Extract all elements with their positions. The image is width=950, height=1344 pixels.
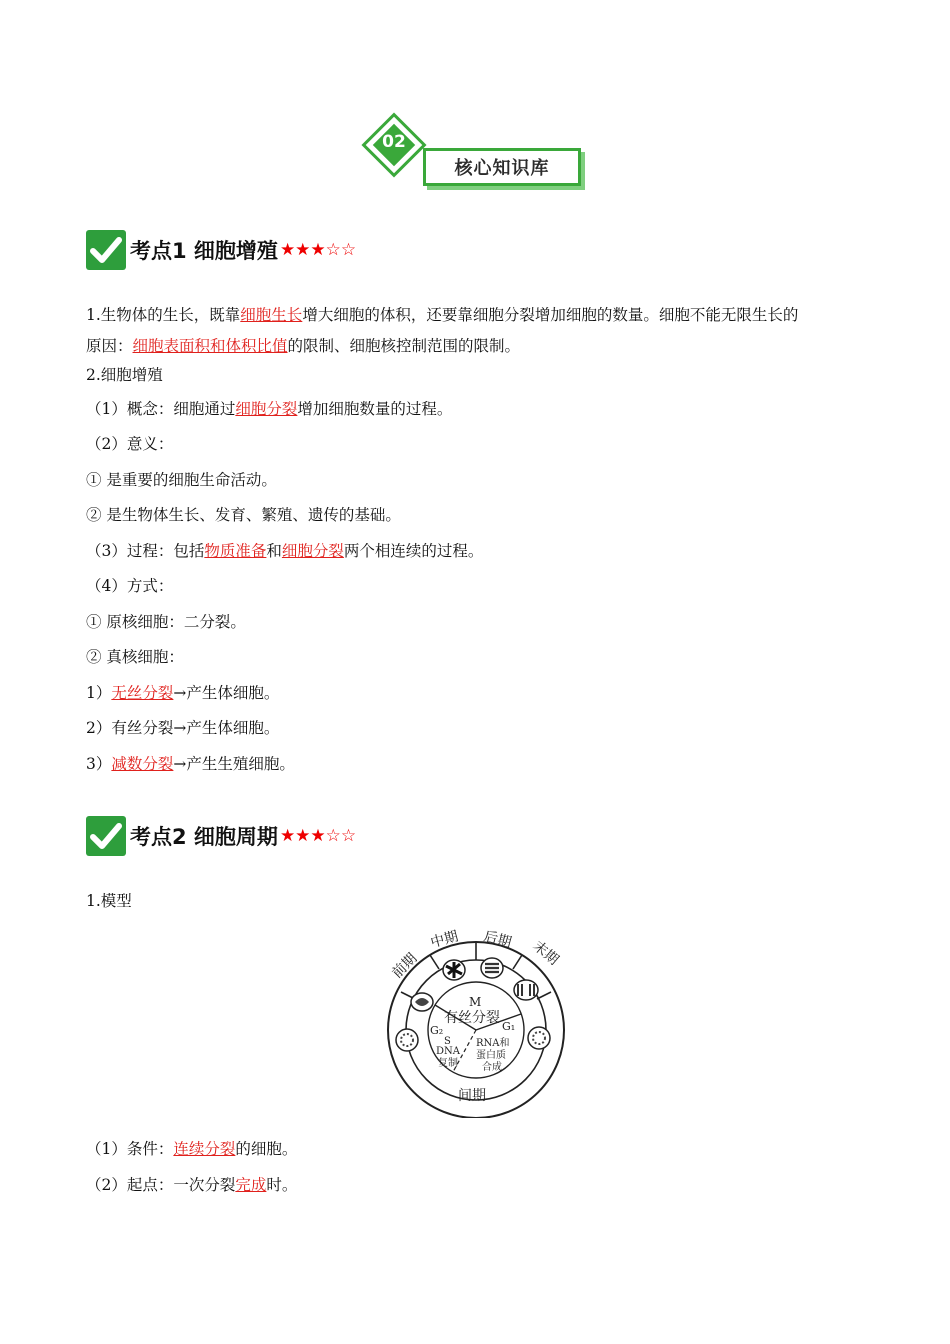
metaphase-cell-icon <box>443 960 465 980</box>
answer-blank: 细胞生长 <box>240 306 303 324</box>
paragraph-line: （3）过程：包括物质准备和细胞分裂两个相连续的过程。 <box>86 542 484 560</box>
banner-label: 核心知识库 <box>423 148 581 186</box>
banner-number: 02 <box>382 132 406 152</box>
paragraph-line: 1.模型 <box>86 892 132 910</box>
paragraph-line: ② 是生物体生长、发育、繁殖、遗传的基础。 <box>86 506 401 524</box>
interphase-label: 间期 <box>458 1088 486 1104</box>
paragraph-line: （4）方式： <box>86 577 174 595</box>
answer-blank: 细胞分裂 <box>235 400 298 418</box>
paragraph-line: 1.生物体的生长，既靠细胞生长增大细胞的体积，还要靠细胞分裂增加细胞的数量。细胞不能无限生长的 <box>86 306 799 324</box>
paragraph-line: ① 原核细胞：二分裂。 <box>86 613 246 631</box>
checkmark-icon <box>86 816 126 856</box>
anaphase-cell-icon <box>481 958 503 978</box>
paragraph-line: 2.细胞增殖 <box>86 366 163 384</box>
answer-blank: 连续分裂 <box>173 1140 236 1158</box>
paragraph-line: （2）意义： <box>86 435 174 453</box>
section-title: 考点1 细胞增殖 <box>130 239 278 263</box>
answer-blank: 细胞表面积和体积比值 <box>132 337 288 355</box>
paragraph-line: 1）无丝分裂→产生体细胞。 <box>86 684 280 702</box>
answer-blank: 无丝分裂 <box>111 684 174 702</box>
paragraph-line: ② 真核细胞： <box>86 648 184 666</box>
answer-blank: 物质准备 <box>204 542 267 560</box>
section-banner <box>365 116 589 196</box>
g1-cell-icon <box>528 1027 550 1049</box>
paragraph-line: （1）概念：细胞通过细胞分裂增加细胞数量的过程。 <box>86 400 453 418</box>
cell-cycle-diagram <box>378 922 574 1118</box>
paragraph-line: 原因：细胞表面积和体积比值的限制、细胞核控制范围的限制。 <box>86 337 521 355</box>
section-heading-2 <box>86 814 356 858</box>
g1-label: G₁ <box>502 1020 516 1033</box>
phase-label: 中期 <box>428 928 461 952</box>
section-heading-1 <box>86 228 356 272</box>
m-label: M <box>469 995 482 1009</box>
rna-label: 合成 <box>482 1062 502 1073</box>
rna-label: 蛋白质 <box>476 1050 506 1061</box>
answer-blank: 完成 <box>235 1176 267 1194</box>
paragraph-line: （1）条件：连续分裂的细胞。 <box>86 1140 298 1158</box>
paragraph-line: ① 是重要的细胞生命活动。 <box>86 471 277 489</box>
s-label: S <box>444 1036 451 1047</box>
phase-label: 前期 <box>389 950 421 982</box>
section-title: 考点2 细胞周期 <box>130 825 278 849</box>
mitosis-label: 有丝分裂 <box>444 1010 500 1026</box>
phase-label: 末期 <box>529 938 562 969</box>
phase-label: 后期 <box>481 928 514 952</box>
answer-blank: 细胞分裂 <box>281 542 344 560</box>
paragraph-line: 2）有丝分裂→产生体细胞。 <box>86 719 280 737</box>
answer-blank: 减数分裂 <box>111 755 174 773</box>
star-rating: ★★★☆☆ <box>279 240 357 260</box>
rna-label: RNA和 <box>476 1038 510 1049</box>
g2-label: G₂ <box>430 1024 444 1037</box>
telophase-cell-icon <box>514 980 538 1000</box>
prophase-cell-icon <box>411 993 433 1011</box>
star-rating: ★★★☆☆ <box>279 826 357 846</box>
checkmark-icon <box>86 230 126 270</box>
g2-cell-icon <box>396 1029 418 1051</box>
dna-label: DNA <box>436 1046 460 1057</box>
paragraph-line: （2）起点：一次分裂完成时。 <box>86 1176 298 1194</box>
dna-label: 复制 <box>438 1058 458 1069</box>
paragraph-line: 3）减数分裂→产生生殖细胞。 <box>86 755 295 773</box>
